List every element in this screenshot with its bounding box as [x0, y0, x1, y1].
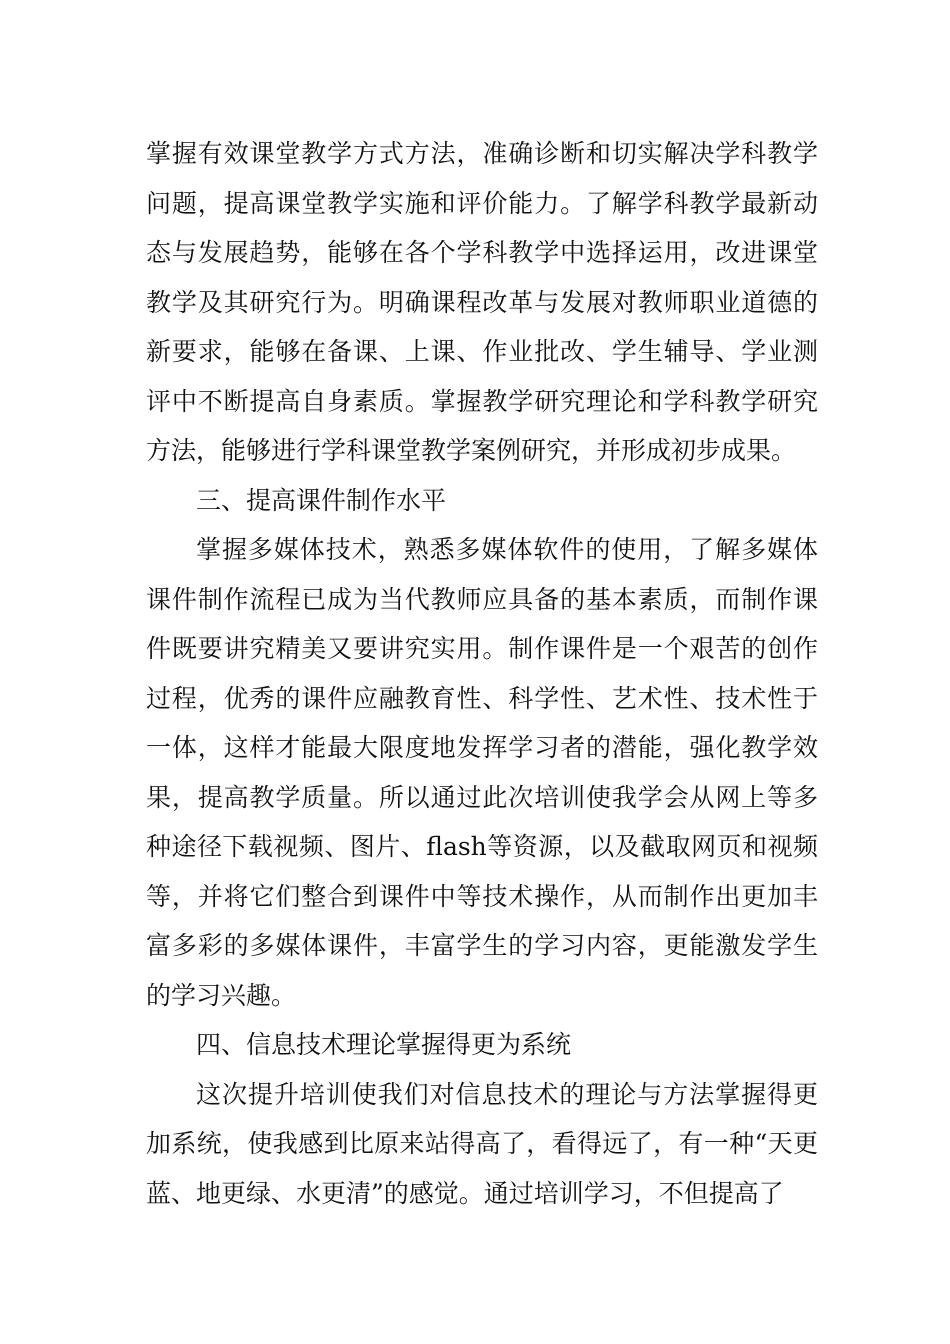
- document-body: [146, 129, 818, 1218]
- paragraph-it-theory: 这次提升培训使我们对信息技术的理论与方法掌握得更加系统，使我感到比原来站得高了，看得远了，有一种“天更蓝、地更绿、水更清”的感觉。通过培训学习，不但提高了: [146, 1079, 818, 1208]
- section-heading-it-theory: 四、信息技术理论掌握得更为系统: [196, 1030, 572, 1059]
- section-heading-courseware: 三、提高课件制作水平: [196, 485, 447, 515]
- paragraph-courseware: 掌握多媒体技术，熟悉多媒体软件的使用，了解多媒体课件制作流程已成为当代教师应具备的基本素质，而制作课件既要讲究精美又要讲究实用。制作课件是一个艰苦的创作过程，优秀的课件应融教育性、科学性、艺术性、技术性于一体，这样才能最大限度地发挥学习者的潜能，强化教学效果，提高教学质量。所以通过此次培训使我学会从网上等多种途径下载视频、图片、flash等资源，以及截取网页和视频等，并将它们整合到课件中等技术操作，从而制作出更加丰富多彩的多媒体课件，丰富学生的学习内容，更能激发学生的学习兴趣。: [146, 535, 818, 1010]
- paragraph-teaching-methods: 掌握有效课堂教学方式方法，准确诊断和切实解决学科教学问题，提高课堂教学实施和评价能力。了解学科教学最新动态与发展趋势，能够在各个学科教学中选择运用，改进课堂教学及其研究行为。明确课程改革与发展对教师职业道德的新要求，能够在备课、上课、作业批改、学生辅导、学业测评中不断提高自身素质。掌握教学研究理论和学科教学研究方法，能够进行学科课堂教学案例研究，并形成初步成果。: [146, 139, 818, 465]
